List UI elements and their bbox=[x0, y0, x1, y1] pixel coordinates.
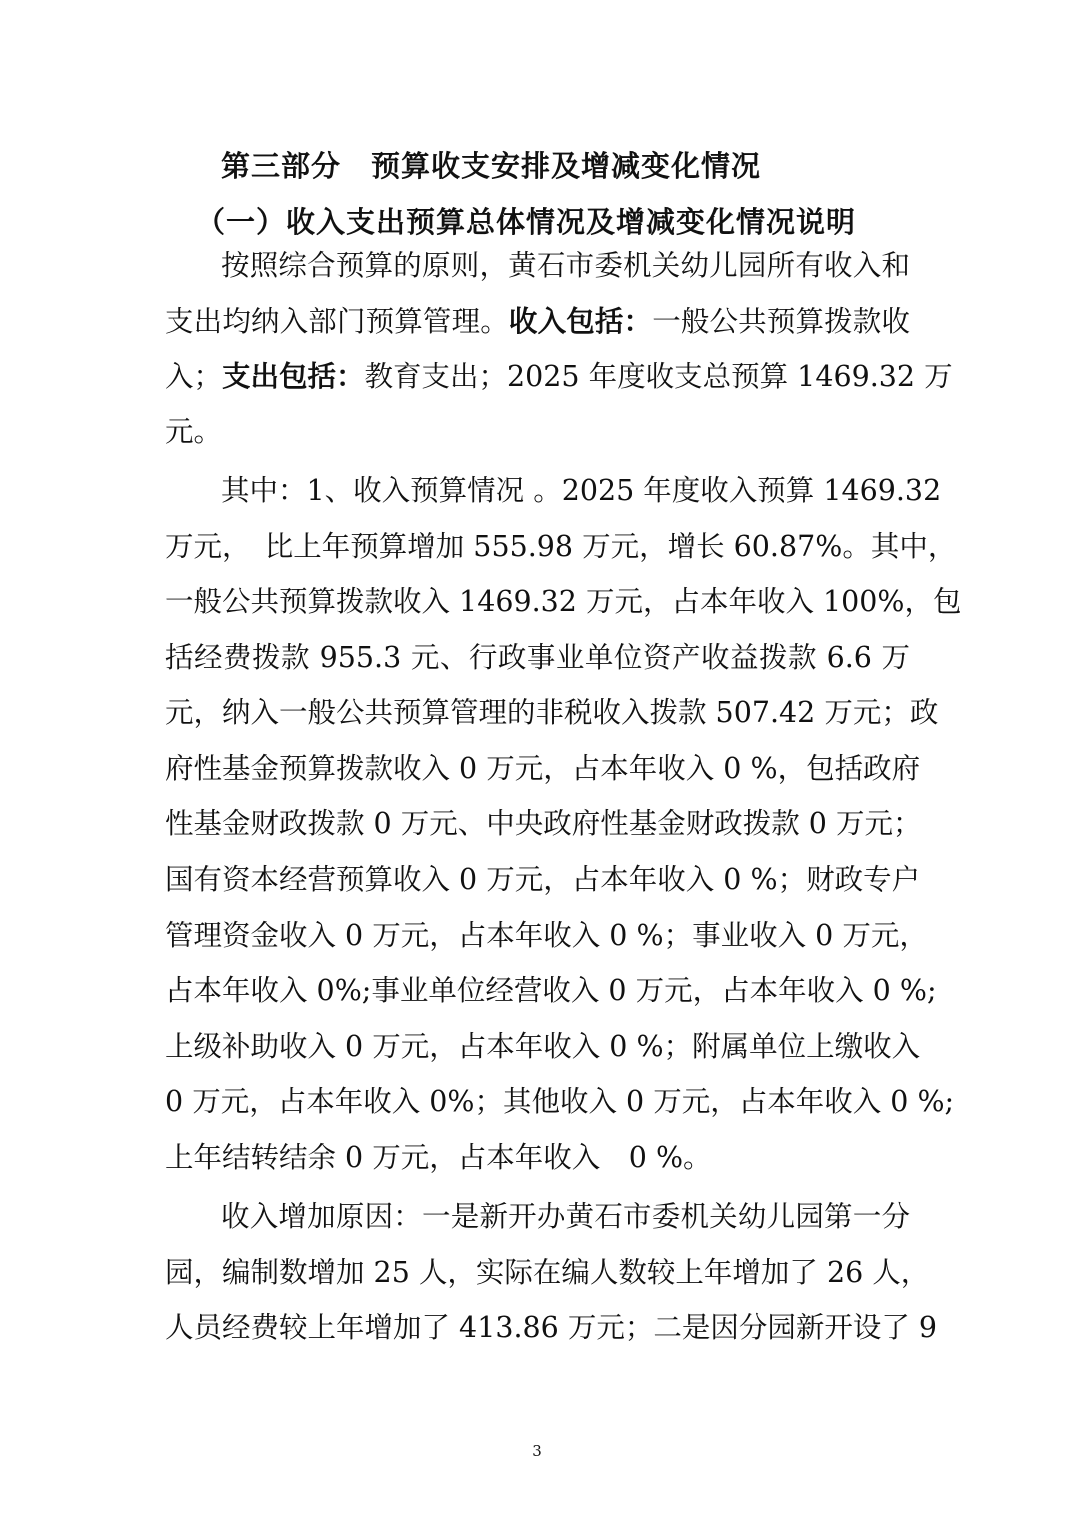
paragraph-line: 管理资金收入 0 万元，占本年收入 0 %；事业收入 0 万元， bbox=[165, 919, 928, 952]
paragraph-line: 上年结转结余 0 万元，占本年收入 0 %。 bbox=[165, 1141, 712, 1174]
paragraph-line: 元。 bbox=[165, 415, 223, 448]
paragraph-line: 性基金财政拨款 0 万元、中央政府性基金财政拨款 0 万元； bbox=[165, 807, 922, 840]
text-run: 入； bbox=[165, 360, 223, 393]
paragraph-line: 一般公共预算拨款收入 1469.32 万元，占本年收入 100%，包 bbox=[165, 585, 962, 618]
subsection-heading: （一）收入支出预算总体情况及增减变化情况说明 bbox=[196, 205, 857, 239]
paragraph-line: 上级补助收入 0 万元，占本年收入 0 %；附属单位上缴收入 bbox=[165, 1030, 921, 1063]
paragraph-line: 国有资本经营预算收入 0 万元，占本年收入 0 %；财政专户 bbox=[165, 863, 921, 896]
paragraph-line: 万元， 比上年预算增加 555.98 万元，增长 60.87%。其中， bbox=[165, 530, 957, 563]
paragraph-line: 人员经费较上年增加了 413.86 万元；二是因分园新开设了 9 bbox=[165, 1311, 938, 1344]
bold-label: 收入包括： bbox=[508, 305, 653, 338]
paragraph-line: 括经费拨款 955.3 元、行政事业单位资产收益拨款 6.6 万 bbox=[165, 641, 910, 674]
text-run: 支出均纳入部门预算管理。 bbox=[165, 305, 509, 338]
paragraph-line: 元，纳入一般公共预算管理的非税收入拨款 507.42 万元；政 bbox=[165, 696, 939, 729]
paragraph-line: 其中：1、收入预算情况 。2025 年度收入预算 1469.32 bbox=[221, 474, 942, 507]
paragraph-line bbox=[165, 305, 910, 338]
bold-label: 支出包括： bbox=[222, 360, 365, 393]
paragraph-line: 0 万元，占本年收入 0%；其他收入 0 万元，占本年收入 0 %; bbox=[165, 1085, 955, 1118]
paragraph-line: 园，编制数增加 25 人，实际在编人数较上年增加了 26 人， bbox=[165, 1256, 930, 1289]
paragraph-line bbox=[165, 360, 953, 393]
paragraph-line: 按照综合预算的原则，黄石市委机关幼儿园所有收入和 bbox=[221, 249, 910, 282]
text-run: 教育支出；2025 年度收支总预算 1469.32 万 bbox=[364, 360, 953, 393]
paragraph-line: 府性基金预算拨款收入 0 万元，占本年收入 0 %，包括政府 bbox=[165, 752, 921, 785]
text-run: 一般公共预算拨款收 bbox=[652, 305, 910, 338]
paragraph-line: 占本年收入 0%;事业单位经营收入 0 万元，占本年收入 0 %; bbox=[165, 974, 937, 1007]
paragraph-line: 收入增加原因：一是新开办黄石市委机关幼儿园第一分 bbox=[221, 1200, 910, 1233]
page-number: 3 bbox=[532, 1442, 542, 1460]
section-heading: 第三部分 预算收支安排及增减变化情况 bbox=[221, 149, 762, 183]
